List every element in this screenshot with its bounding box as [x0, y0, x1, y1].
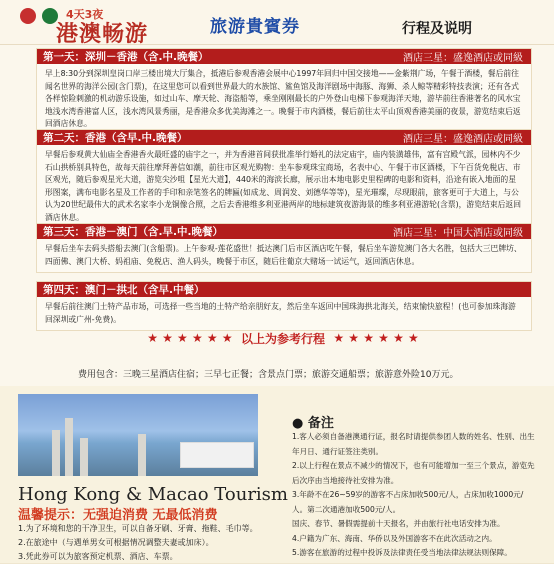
note-item: 5.游客在旅游的过程中投诉及法律责任受当地法律法规法则保障。 [292, 548, 512, 557]
logo-flower-icon [20, 8, 36, 24]
header-bar [0, 0, 554, 45]
day-header-3 [37, 224, 531, 239]
note-item: 4.户籍为广东、海南、华侨以及外国游客不在此次活动之内。 [292, 533, 497, 543]
day-body-2: 早餐后参观黄大仙庙全香港香火最旺盛的庙宇之一，并为香港首间获批准举行婚礼的法定庙宇，庙内装潢雄伟，富有宫殿气派，园林内不少石山拱桥别具特色，故每天前往摩拜善信如潮，前往市区观光购物：坐车参观珠宝商场，名表中心、午餐于市区酒楼，下午百货免税店、市区观光，随后参观星光大道，游览尖沙咀【星光大道】，440米的海滨长廊，展示出本地电影史里程碑的电影和资料，沿途有嵌入地面的星形图案，满布电影名星及工作者的手印和亲笔签名的牌匾(如成龙、周润发、刘德华等等)，星光璀璨，尽现眼前，旅客更可于大道上，与公认为20世纪最伟大的武术名家李小龙铜像合照，之后去香港维多利亚港两岸的地标建筑夜游海景的维多利亚港游轮(含票)，游览结束后返回酒店休息。 [45, 150, 522, 222]
day-card-4 [36, 281, 532, 331]
day-title-2: 第二天：香港（含早.中.晚餐） [43, 132, 188, 144]
ship-icon [180, 442, 254, 468]
photo-title: Hong Kong & Macao Tourism [18, 484, 288, 505]
tip-item: 2.在旅途中（与遇单男女可根据情况调整夫妻或加床）。 [18, 538, 214, 547]
voucher-title: 旅游貴賓券 [210, 17, 300, 37]
hotel-1: 酒店三星：盛逸酒店或同級 [403, 53, 523, 64]
day-card-1 [36, 48, 532, 136]
day-title-3: 第三天：香港－澳门（含.早.中.晚餐） [43, 226, 223, 238]
note-item: 3.年龄不在26~59岁的游客不占床加收500元/人，占床加收1000元/人。第二次通港加收500元/人。 [292, 490, 524, 514]
logo-subtitle: 4天3夜 [66, 8, 104, 21]
day-body-3: 早餐后坐车去码头搭船去澳门(含船票)。上午参观-莲花盛世！抵达澳门后市区酒店吃午餐，餐后坐车游览澳门各大名胜，包括大三巴牌坊、四面佛、澳门大桥、妈祖庙、免税店、渔人码头，晚餐于市区，随后往葡京大赌场一试运气，返回酒店休息。 [45, 244, 522, 266]
itinerary-title: 行程及说明 [402, 21, 472, 37]
day-header-4 [37, 282, 531, 297]
notes-title [292, 412, 334, 431]
banner-icon-2: ★ ★ ★ ★ ★ ★ [325, 331, 419, 345]
fee-text: 费用包含：三晚三星酒店住宿；三早七正餐；含景点门票；旅游交通船票；旅游意外险10万元。 [78, 370, 459, 380]
banner-text: 以上为参考行程 [240, 331, 325, 346]
tower-icon-3 [80, 438, 88, 476]
day-card-2 [36, 129, 532, 229]
banner-icon: ★ ★ ★ ★ ★ ★ [147, 331, 241, 345]
logo-title: 港澳畅游 [56, 21, 149, 47]
tower-icon [52, 430, 60, 476]
tip-item: 1.为了环境和您的干净卫生，可以自备牙刷、牙膏、拖鞋、毛巾等。 [18, 524, 258, 533]
note-item: 1.客人必须自备港澳通行证，报名时请提供参团人数的姓名、性别、出生年月日、通行证签注类别。 [292, 432, 535, 456]
day-title-1: 第一天：深圳－香港（含.中.晚餐） [43, 51, 209, 63]
tower-icon-2 [65, 418, 73, 476]
note-item: 国庆、春节、暑假需提前十天报名，并由旅行社电话安排为准。 [292, 519, 505, 528]
day-header-1 [37, 49, 531, 64]
day-body-1: 早上8:30分到深圳皇岗口岸三楼出境大厅集合，抵港后参观香港会展中心1997年回归中国交接地——金紫荆广场，午餐于酒楼，餐后前往闻名世界的海洋公园(含门票)，在这里您可以看到世界最大的水族馆、鲨鱼馆及海洋剧场中海豚、海狮、杀人鲸等精彩特技表演；还有各式各样惊险刺激的机动游乐设施，如过山车、摩天轮、海盗船等，乘坐刚刚最长的户外登山电梯下参观海洋天地，游毕前往香港著名的风水宝地浅水湾香港富人区，浅水湾风景秀丽，是香港众多优美海滩之一。晚餐于市内酒楼，餐后前往太平山顶观香港美丽的夜景，游览结束后返回酒店休息。 [45, 69, 521, 128]
day-card-3 [36, 223, 532, 273]
tips-title: 温馨提示：无强迫消费 无最低消费 [18, 508, 218, 523]
tips-list [18, 522, 258, 564]
day-header-2 [37, 130, 531, 145]
note-item: 2.以上行程在景点不减少的情况下，也有可能增加一至三个景点，游览先后次序由当地接待社安排为准。 [292, 461, 535, 485]
day-body-4: 早餐后前往澳门土特产品市场，可选择一些当地的土特产给亲朋好友，然后坐车返回中国珠海拱北海关，结束愉快旅程！(也可参加珠海游回深圳或广州-免费)。 [45, 302, 516, 324]
day-title-4: 第四天：澳门－拱北（含早.中餐） [43, 284, 205, 296]
reference-banner [36, 330, 530, 346]
notes-list [292, 430, 537, 561]
hong-kong-photo [18, 394, 258, 476]
bullet-icon: ● [292, 416, 308, 431]
tower-icon-4 [138, 434, 146, 476]
hotel-2: 酒店三星：盛逸酒店或同級 [403, 134, 523, 145]
hotel-3: 酒店三星：中国大酒店或同级 [393, 228, 523, 239]
tip-item: 3.凭此券可以为旅客预定机票、酒店、车票。 [18, 552, 178, 561]
notes-title-text: 备注 [307, 416, 334, 431]
